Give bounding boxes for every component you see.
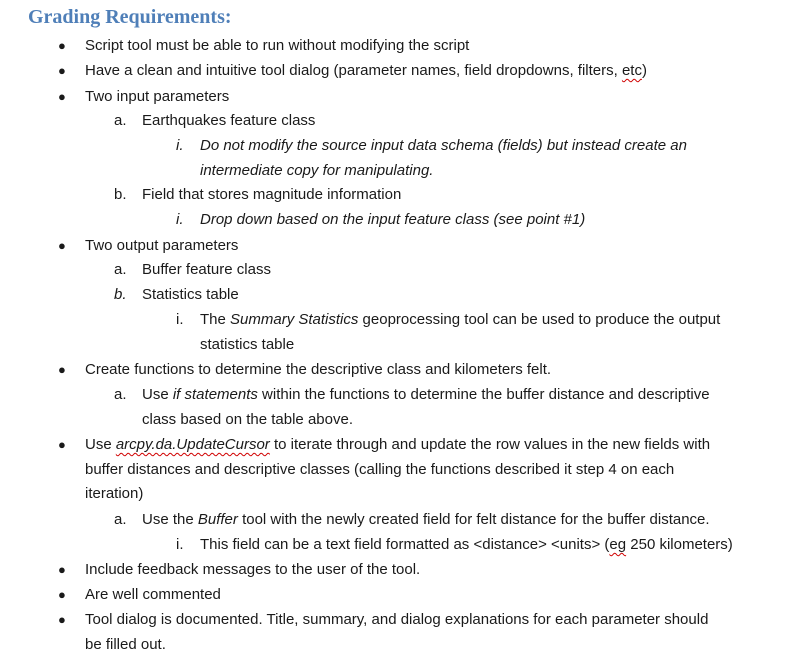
list-marker: i. (176, 536, 184, 553)
sub-sub-schema-note: Do not modify the source input data schema (fields) but instead create an (200, 137, 687, 154)
req-clean-dialog: Have a clean and intuitive tool dialog (parameter names, field dropdowns, filters, etc) (85, 62, 647, 79)
req-feedback-messages: Include feedback messages to the user of the tool. (85, 561, 421, 578)
req-create-functions: Create functions to determine the descriptive class and kilometers felt. (85, 361, 552, 378)
req-update-cursor-cont: buffer distances and descriptive classes (calling the functions described it step 4 on each (85, 461, 675, 478)
list-marker: a. (114, 386, 127, 403)
sub-earthquakes-class: Earthquakes feature class (142, 112, 316, 129)
bullet-icon: ● (58, 437, 66, 452)
req-run-without-modify: Script tool must be able to run without modifying the script (85, 37, 470, 54)
sub-sub-dropdown-note: Drop down based on the input feature class (see point #1) (200, 211, 586, 228)
req-output-params: Two output parameters (85, 237, 239, 254)
req-input-params: Two input parameters (85, 88, 230, 105)
list-marker: a. (114, 511, 127, 528)
sub-sub-summary-stats: The Summary Statistics geoprocessing tool can be used to produce the output (200, 311, 721, 328)
sub-if-statements: Use if statements within the functions to determine the buffer distance and descriptive (142, 386, 710, 403)
bullet-icon: ● (58, 587, 66, 602)
req-update-cursor: Use arcpy.da.UpdateCursor to iterate through and update the row values in the new fields with (85, 436, 711, 453)
list-marker: b. (114, 286, 127, 303)
list-marker: b. (114, 186, 127, 203)
sub-sub-schema-note-cont: intermediate copy for manipulating. (200, 162, 434, 179)
sub-sub-summary-stats-cont: statistics table (200, 336, 295, 353)
document-heading: Grading Requirements: (28, 6, 232, 28)
req-dialog-documented-cont: be filled out. (85, 636, 166, 653)
req-dialog-documented: Tool dialog is documented. Title, summary, and dialog explanations for each parameter should (85, 611, 709, 628)
req-well-commented: Are well commented (85, 586, 221, 603)
sub-if-statements-cont: class based on the table above. (142, 411, 353, 428)
list-marker: i. (176, 137, 184, 154)
bullet-icon: ● (58, 89, 66, 104)
bullet-icon: ● (58, 63, 66, 78)
bullet-icon: ● (58, 612, 66, 627)
bullet-icon: ● (58, 238, 66, 253)
list-marker: a. (114, 112, 127, 129)
sub-statistics-table: Statistics table (142, 286, 239, 303)
bullet-icon: ● (58, 362, 66, 377)
list-marker: a. (114, 261, 127, 278)
list-marker: i. (176, 211, 184, 228)
req-update-cursor-cont2: iteration) (85, 485, 144, 502)
bullet-icon: ● (58, 562, 66, 577)
sub-sub-text-field: This field can be a text field formatted as <distance> <units> (eg 250 kilometers) (200, 536, 733, 553)
sub-magnitude-field: Field that stores magnitude information (142, 186, 402, 203)
list-marker: i. (176, 311, 184, 328)
sub-buffer-tool: Use the Buffer tool with the newly created field for felt distance for the buffer distance. (142, 511, 710, 528)
bullet-icon: ● (58, 38, 66, 53)
sub-buffer-class: Buffer feature class (142, 261, 271, 278)
